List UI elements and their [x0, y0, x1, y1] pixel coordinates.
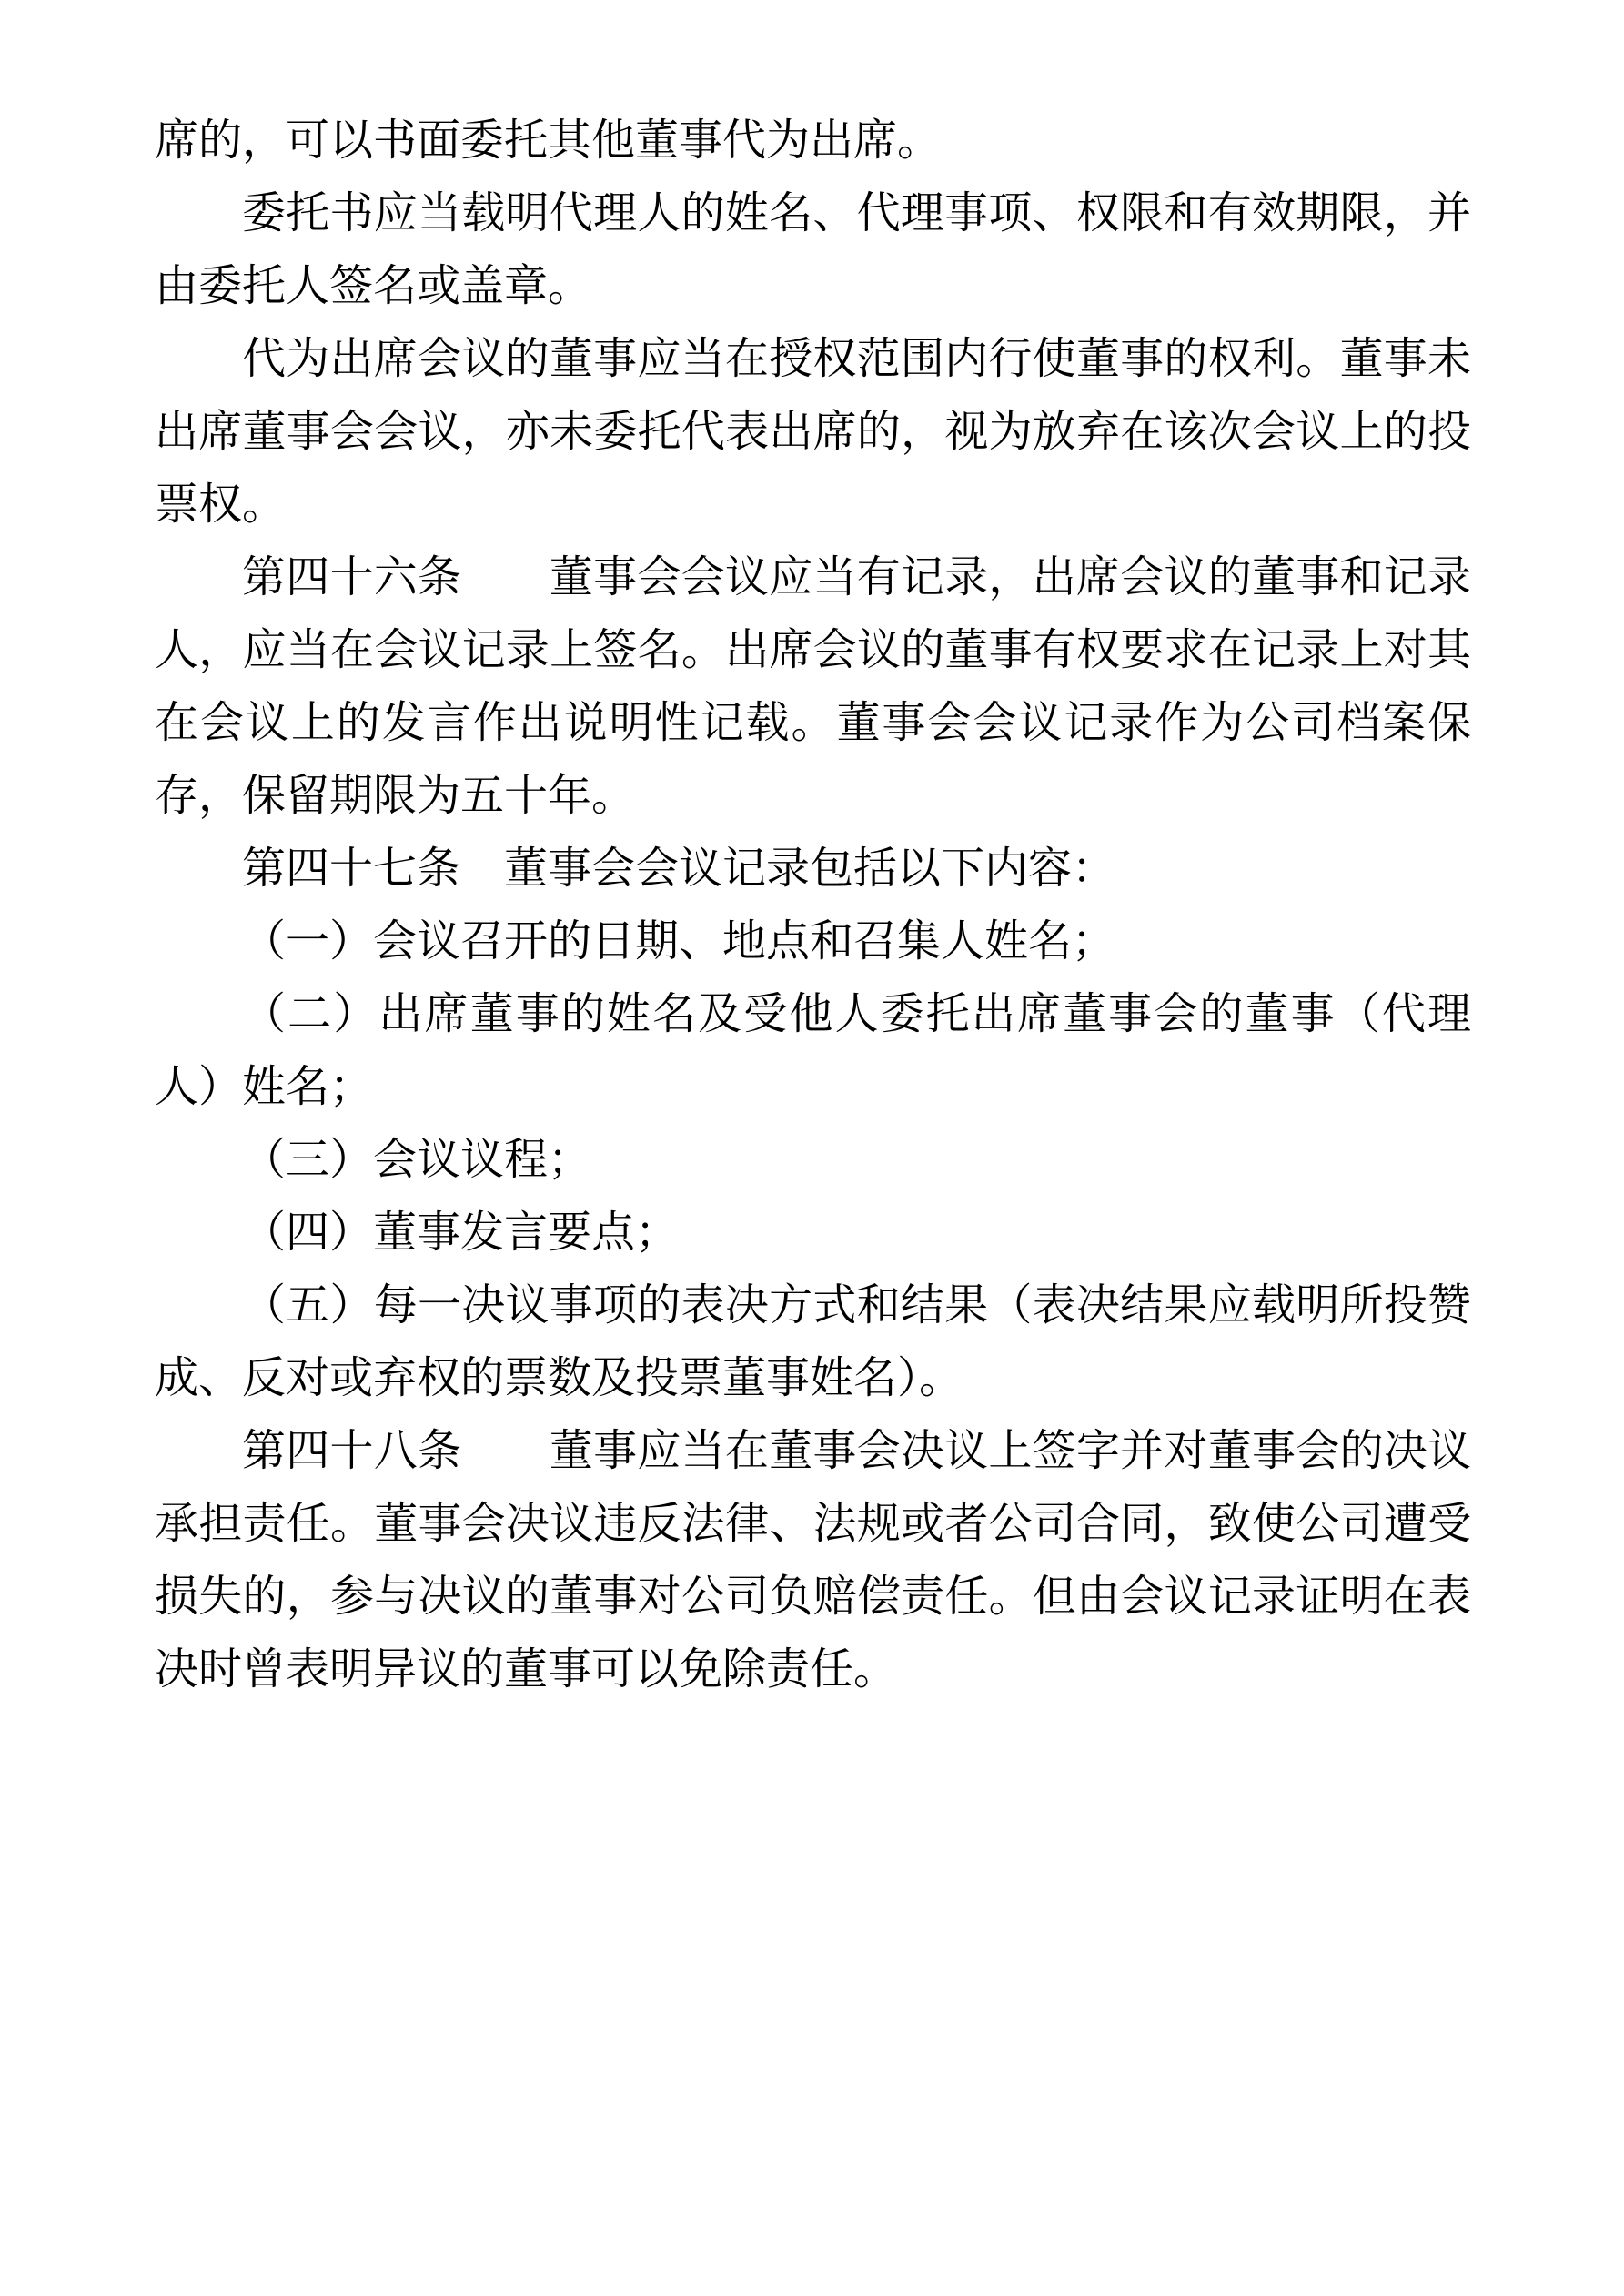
- paragraph-article-47: 第四十七条 董事会会议记录包括以下内容：: [242, 845, 1116, 893]
- paragraph-item-5: （五）每一决议事项的表决方式和结果（表决结果应载明所投赞成、反对或弃权的票数及投票董事姓名）。: [155, 1281, 1471, 1402]
- paragraph-item-1: （一）会议召开的日期、地点和召集人姓名；: [242, 917, 1116, 966]
- paragraph-item-3: （三）会议议程；: [242, 1136, 592, 1184]
- paragraph-proxy-letter: 委托书应当载明代理人的姓名、代理事项、权限和有效期限，并由委托人签名或盖章。: [155, 189, 1471, 310]
- paragraph-continuation: 席的，可以书面委托其他董事代为出席。: [155, 116, 942, 165]
- paragraph-item-2: （二）出席董事的姓名及受他人委托出席董事会的董事（代理人）姓名；: [155, 990, 1471, 1111]
- document-body: [155, 105, 1471, 1706]
- paragraph-article-46: 第四十六条 董事会会议应当有记录，出席会议的董事和记录人，应当在会议记录上签名。出席会议的董事有权要求在记录上对其在会议上的发言作出说明性记载。董事会会议记录作为公司档案保存，保留期限为五十年。: [155, 553, 1471, 820]
- paragraph-article-48: 第四十八条 董事应当在董事会决议上签字并对董事会的决议承担责任。董事会决议违反法律、法规或者公司合同，致使公司遭受损失的，参与决议的董事对公司负赔偿责任。但由会议记录证明在表决时曾表明异议的董事可以免除责任。: [155, 1427, 1471, 1694]
- paragraph-item-4: （四）董事发言要点；: [242, 1209, 680, 1257]
- paragraph-proxy-attendance: 代为出席会议的董事应当在授权范围内行使董事的权利。董事未出席董事会会议，亦未委托代表出席的，视为放弃在该次会议上的投票权。: [155, 335, 1471, 529]
